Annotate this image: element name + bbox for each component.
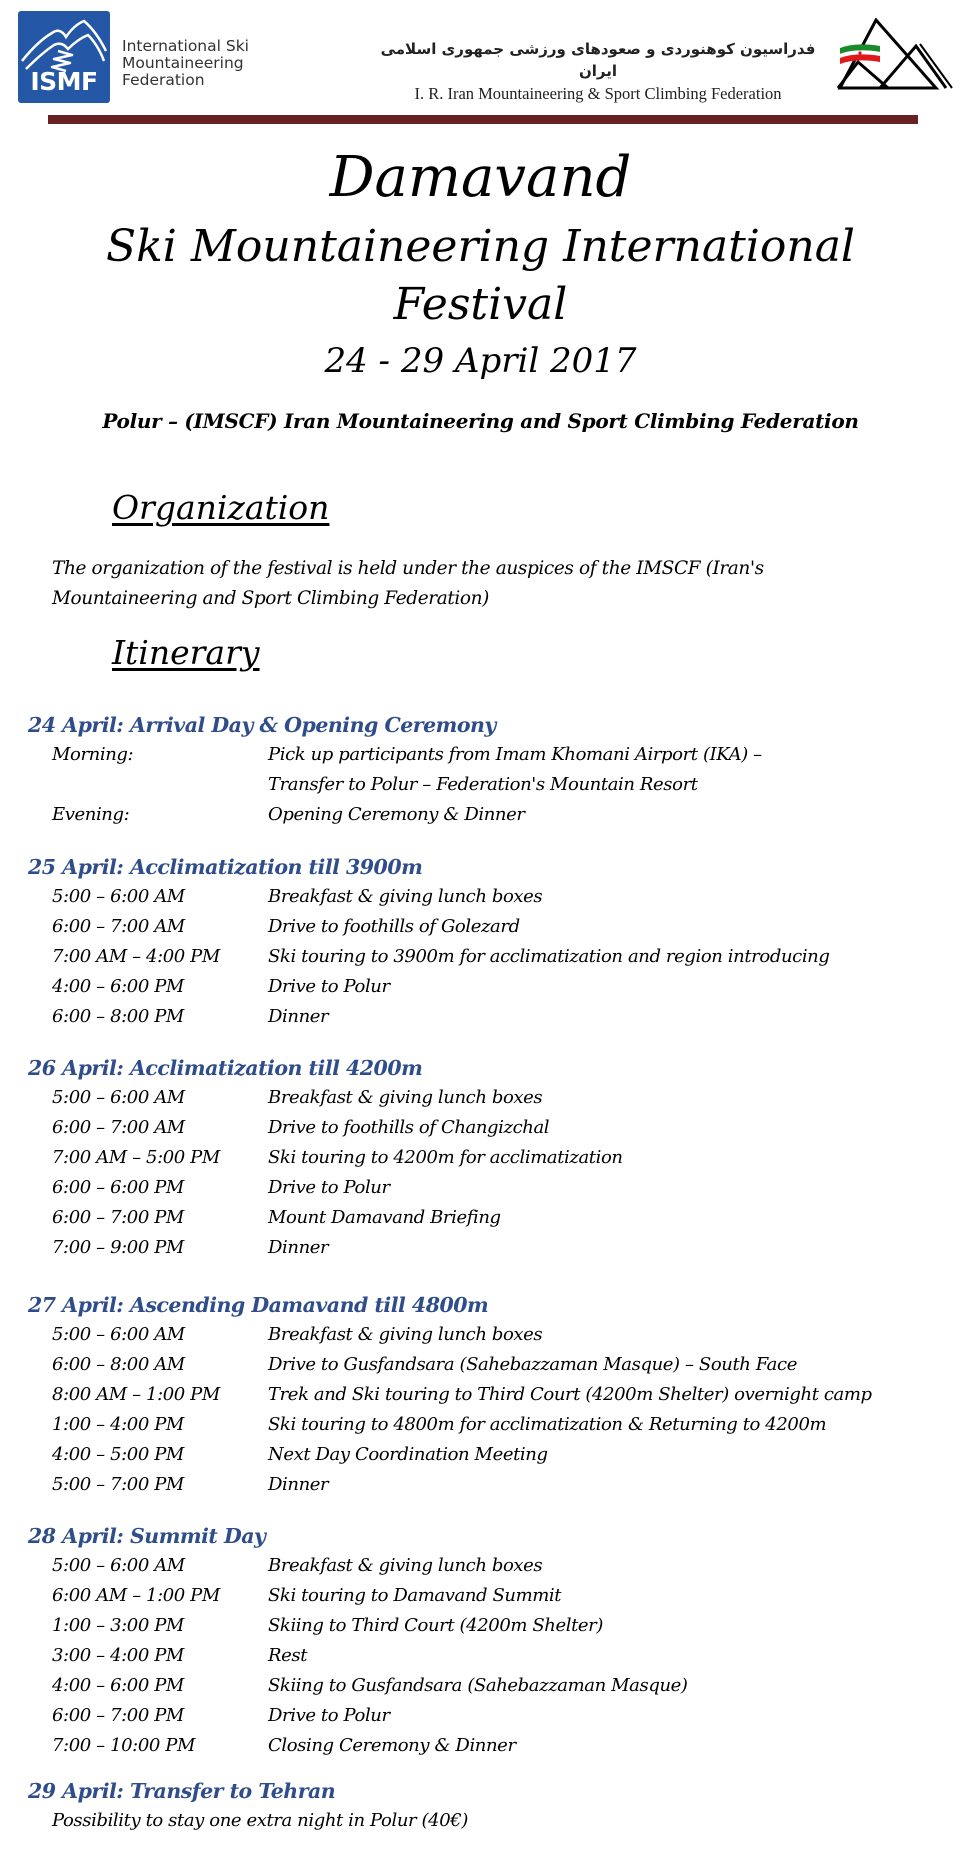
row-time: 7:00 – 9:00 PM	[52, 1237, 184, 1258]
row-time: 6:00 – 8:00 PM	[52, 1006, 184, 1027]
row-time: Morning:	[52, 744, 134, 765]
row-time: 6:00 – 7:00 AM	[52, 1117, 185, 1138]
itinerary-row	[28, 1581, 948, 1611]
row-time: 5:00 – 6:00 AM	[52, 1555, 185, 1576]
ismf-name-line: Mountaineering	[122, 54, 244, 72]
row-activity: Breakfast & giving lunch boxes	[268, 1555, 543, 1576]
itinerary-day	[28, 710, 948, 830]
itinerary-row	[28, 740, 948, 770]
row-time: 6:00 – 7:00 PM	[52, 1207, 184, 1228]
ismf-name-line: International Ski	[122, 37, 249, 55]
day-title: 25 April: Acclimatization till 3900m	[28, 855, 423, 879]
row-time: 4:00 – 5:00 PM	[52, 1444, 184, 1465]
itinerary-row	[28, 1701, 948, 1731]
itinerary-heading: Itinerary	[112, 633, 260, 672]
festival-title: Damavand	[329, 145, 632, 210]
day-title: 26 April: Acclimatization till 4200m	[28, 1056, 423, 1080]
ismf-name-line: Federation	[122, 71, 205, 89]
row-activity: Drive to Polur	[268, 1177, 390, 1198]
row-time: 6:00 AM – 1:00 PM	[52, 1585, 220, 1606]
day-title: 28 April: Summit Day	[28, 1524, 266, 1548]
itinerary-row	[28, 1671, 948, 1701]
row-activity: Breakfast & giving lunch boxes	[268, 1087, 543, 1108]
organization-heading: Organization	[112, 488, 330, 527]
itinerary-day	[28, 852, 948, 1032]
row-time: 8:00 AM – 1:00 PM	[52, 1384, 220, 1405]
iran-federation-mountain-logo-icon	[836, 18, 954, 92]
row-time: 3:00 – 4:00 PM	[52, 1645, 184, 1666]
itinerary-row	[28, 1611, 948, 1641]
itinerary-row	[28, 1350, 948, 1380]
itinerary-row	[28, 912, 948, 942]
itinerary-row	[28, 1641, 948, 1671]
row-activity: Dinner	[268, 1006, 329, 1027]
row-activity: Drive to Polur	[268, 1705, 390, 1726]
row-activity: Ski touring to Damavand Summit	[268, 1585, 562, 1606]
row-activity: Drive to foothills of Changizchal	[268, 1117, 550, 1138]
itinerary-row	[28, 800, 948, 830]
itinerary-row	[28, 1440, 948, 1470]
row-time: 1:00 – 4:00 PM	[52, 1414, 184, 1435]
row-activity: Closing Ceremony & Dinner	[268, 1735, 516, 1756]
organization-text: The organization of the festival is held under the auspices of the IMSCF (Iran's Mountaineering and Sport Climbing Federation)	[52, 558, 764, 609]
row-time: 5:00 – 7:00 PM	[52, 1474, 184, 1495]
itinerary-row	[28, 1731, 948, 1761]
header-divider-bar	[48, 115, 918, 124]
itinerary-row	[28, 1113, 948, 1143]
row-activity: Ski touring to 3900m for acclimatization and region introducing	[268, 946, 830, 967]
row-activity: Skiing to Third Court (4200m Shelter)	[268, 1615, 604, 1636]
row-time: 6:00 – 8:00 AM	[52, 1354, 185, 1375]
festival-dates: 24 - 29 April 2017	[324, 341, 637, 381]
festival-subtitle-line1: Ski Mountaineering International	[105, 221, 855, 272]
row-activity: Dinner	[268, 1474, 329, 1495]
row-time: Evening:	[52, 804, 130, 825]
title-block	[0, 142, 961, 436]
row-time: 7:00 AM – 5:00 PM	[52, 1147, 220, 1168]
itinerary-row	[28, 1410, 948, 1440]
row-time: 6:00 – 6:00 PM	[52, 1177, 184, 1198]
itinerary-row	[28, 882, 948, 912]
row-time: 5:00 – 6:00 AM	[52, 1324, 185, 1345]
row-activity: Ski touring to 4200m for acclimatization	[268, 1147, 623, 1168]
festival-subtitle-line2: Festival	[393, 279, 568, 330]
iran-federation-name-en: I. R. Iran Mountaineering & Sport Climbing Federation	[414, 84, 782, 103]
row-activity: Opening Ceremony & Dinner	[268, 804, 525, 825]
row-activity: Pick up participants from Imam Khomani Airport (IKA) –	[268, 744, 762, 765]
row-time: 5:00 – 6:00 AM	[52, 886, 185, 907]
itinerary-day	[28, 1521, 948, 1761]
row-activity: Trek and Ski touring to Third Court (4200m Shelter) overnight camp	[268, 1384, 872, 1405]
row-time: 4:00 – 6:00 PM	[52, 1675, 184, 1696]
row-time: 1:00 – 3:00 PM	[52, 1615, 184, 1636]
iran-federation-name	[368, 38, 828, 104]
row-time: 4:00 – 6:00 PM	[52, 976, 184, 997]
row-time: 6:00 – 7:00 AM	[52, 916, 185, 937]
document-header	[0, 0, 961, 130]
row-activity: Dinner	[268, 1237, 329, 1258]
itinerary-row	[28, 1083, 948, 1113]
row-time: 7:00 – 10:00 PM	[52, 1735, 196, 1756]
iran-federation-name-fa: فدراسیون کوهنوردی و صعودهای ورزشی جمهوری اسلامی ایران	[380, 40, 816, 80]
day-title: 27 April: Ascending Damavand till 4800m	[28, 1293, 489, 1317]
itinerary-row	[28, 1002, 948, 1032]
row-activity: Ski touring to 4800m for acclimatization & Returning to 4200m	[268, 1414, 827, 1435]
row-activity: Breakfast & giving lunch boxes	[268, 886, 543, 907]
itinerary-row	[28, 770, 948, 800]
itinerary-day	[28, 1290, 948, 1500]
itinerary-row	[28, 1320, 948, 1350]
ismf-logo	[18, 11, 110, 103]
ismf-name	[122, 38, 272, 89]
day-title: 29 April: Transfer to Tehran	[28, 1779, 336, 1803]
row-time: 7:00 AM – 4:00 PM	[52, 946, 220, 967]
row-activity: Drive to Polur	[268, 976, 390, 997]
itinerary-row	[28, 1380, 948, 1410]
itinerary-row	[28, 942, 948, 972]
row-activity: Drive to Gusfandsara (Sahebazzaman Masque) – South Face	[268, 1354, 797, 1375]
row-time	[28, 770, 268, 800]
itinerary-row	[28, 1233, 948, 1263]
row-activity: Drive to foothills of Golezard	[268, 916, 520, 937]
festival-venue: Polur – (IMSCF) Iran Mountaineering and Sport Climbing Federation	[102, 409, 859, 433]
ismf-logo-text: ISMF	[30, 67, 98, 96]
row-activity: Rest	[268, 1645, 308, 1666]
itinerary-row	[28, 1203, 948, 1233]
itinerary-row	[28, 972, 948, 1002]
row-time: 6:00 – 7:00 PM	[52, 1705, 184, 1726]
row-activity: Skiing to Gusfandsara (Sahebazzaman Masque)	[268, 1675, 688, 1696]
itinerary-day	[28, 1053, 948, 1263]
itinerary-row	[28, 1143, 948, 1173]
row-time: 5:00 – 6:00 AM	[52, 1087, 185, 1108]
itinerary-day	[28, 1776, 948, 1836]
day-title: 24 April: Arrival Day & Opening Ceremony	[28, 713, 496, 737]
row-activity: Mount Damavand Briefing	[268, 1207, 501, 1228]
itinerary-row	[28, 1551, 948, 1581]
day-note: Possibility to stay one extra night in Polur (40€)	[52, 1810, 468, 1831]
row-activity: Breakfast & giving lunch boxes	[268, 1324, 543, 1345]
itinerary-row	[28, 1470, 948, 1500]
itinerary-row	[28, 1173, 948, 1203]
row-activity: Next Day Coordination Meeting	[268, 1444, 548, 1465]
row-activity: Transfer to Polur – Federation's Mountain Resort	[268, 774, 698, 795]
